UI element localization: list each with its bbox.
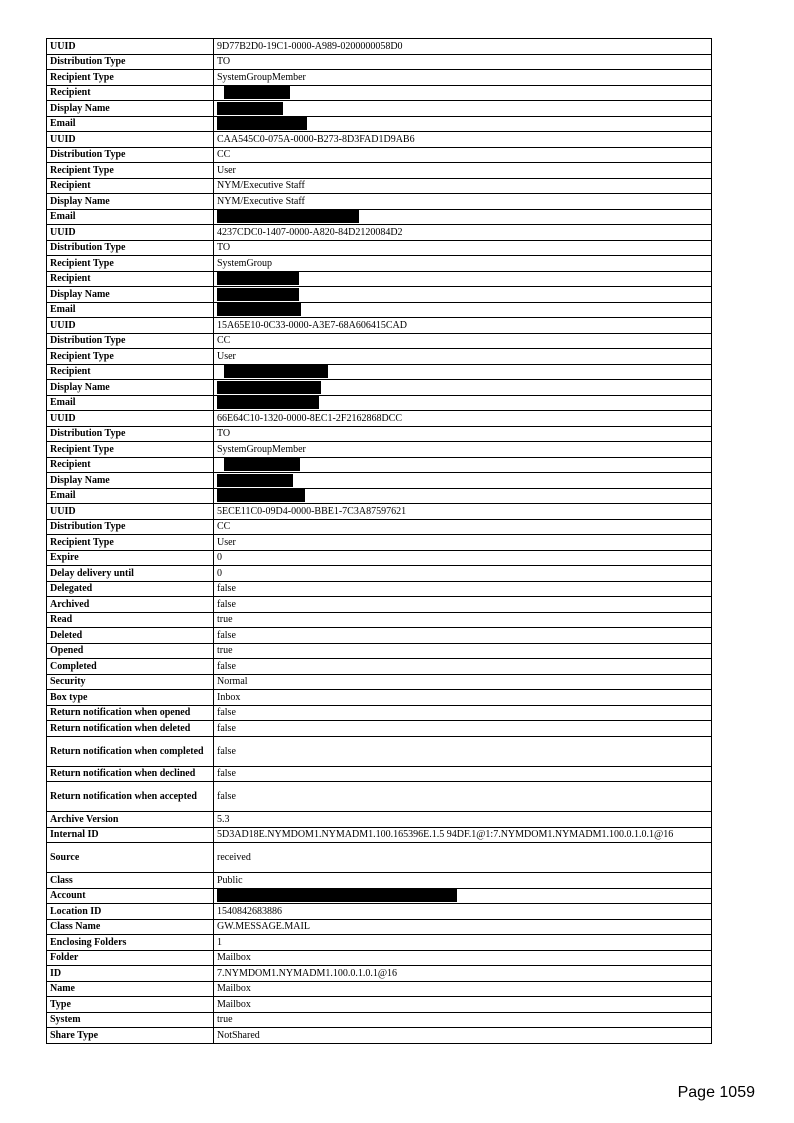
property-row	[47, 333, 712, 349]
property-row	[47, 782, 712, 812]
property-row	[47, 504, 712, 520]
property-row	[47, 873, 712, 889]
property-value	[214, 488, 712, 504]
property-value: false	[214, 581, 712, 597]
property-value: true	[214, 612, 712, 628]
property-row	[47, 194, 712, 210]
property-row	[47, 997, 712, 1013]
property-row	[47, 147, 712, 163]
property-value: Inbox	[214, 690, 712, 706]
property-value: 1540842683886	[214, 904, 712, 920]
property-value: 5D3AD18E.NYMDOM1.NYMADM1.100.165396E.1.5 94DF.1@1:7.NYMDOM1.NYMADM1.100.0.1.0.1@16	[214, 827, 712, 843]
property-value: User	[214, 163, 712, 179]
property-value: false	[214, 628, 712, 644]
property-row	[47, 225, 712, 241]
property-row	[47, 812, 712, 828]
property-value: SystemGroupMember	[214, 70, 712, 86]
property-label: Type	[47, 997, 214, 1013]
property-row	[47, 612, 712, 628]
property-row	[47, 209, 712, 225]
property-value	[214, 287, 712, 303]
property-label: Distribution Type	[47, 147, 214, 163]
property-label: Recipient Type	[47, 349, 214, 365]
property-value	[214, 888, 712, 904]
property-label: Recipient Type	[47, 256, 214, 272]
property-row	[47, 39, 712, 55]
property-value: 66E64C10-1320-0000-8EC1-2F2162868DCC	[214, 411, 712, 427]
property-label: Archive Version	[47, 812, 214, 828]
property-value: false	[214, 766, 712, 782]
redaction-bar	[217, 489, 305, 502]
property-row	[47, 101, 712, 117]
property-row	[47, 581, 712, 597]
property-value: Public	[214, 873, 712, 889]
property-row	[47, 178, 712, 194]
property-value	[214, 209, 712, 225]
property-value: 0	[214, 566, 712, 582]
property-row	[47, 1012, 712, 1028]
property-label: Enclosing Folders	[47, 935, 214, 951]
property-value: false	[214, 705, 712, 721]
property-label: Delay delivery until	[47, 566, 214, 582]
property-value	[214, 380, 712, 396]
property-value	[214, 395, 712, 411]
property-label: Distribution Type	[47, 519, 214, 535]
property-row	[47, 473, 712, 489]
property-value: 0	[214, 550, 712, 566]
property-label: Display Name	[47, 287, 214, 303]
property-label: Location ID	[47, 904, 214, 920]
property-row	[47, 981, 712, 997]
property-label: Recipient Type	[47, 163, 214, 179]
property-label: Email	[47, 116, 214, 132]
redaction-bar	[217, 381, 321, 394]
property-value	[214, 457, 712, 473]
property-row	[47, 380, 712, 396]
property-value	[214, 116, 712, 132]
property-label: Folder	[47, 950, 214, 966]
property-row	[47, 318, 712, 334]
property-value: false	[214, 736, 712, 766]
property-value: CC	[214, 147, 712, 163]
property-label: Display Name	[47, 194, 214, 210]
property-label: Opened	[47, 643, 214, 659]
property-row	[47, 705, 712, 721]
property-row	[47, 690, 712, 706]
property-label: Delegated	[47, 581, 214, 597]
property-label: Return notification when deleted	[47, 721, 214, 737]
property-label: UUID	[47, 225, 214, 241]
property-row	[47, 287, 712, 303]
property-value: 9D77B2D0-19C1-0000-A989-0200000058D0	[214, 39, 712, 55]
properties-rows	[47, 39, 712, 1044]
property-value: Mailbox	[214, 997, 712, 1013]
property-value: TO	[214, 426, 712, 442]
property-label: Distribution Type	[47, 426, 214, 442]
redaction-bar	[217, 474, 293, 487]
property-label: Email	[47, 395, 214, 411]
property-label: Return notification when completed	[47, 736, 214, 766]
property-row	[47, 519, 712, 535]
property-label: Display Name	[47, 380, 214, 396]
property-value: GW.MESSAGE.MAIL	[214, 919, 712, 935]
property-label: Display Name	[47, 473, 214, 489]
property-label: Box type	[47, 690, 214, 706]
property-row	[47, 240, 712, 256]
redaction-bar	[217, 889, 457, 902]
property-label: Completed	[47, 659, 214, 675]
property-row	[47, 966, 712, 982]
property-row	[47, 163, 712, 179]
redaction-bar	[217, 288, 299, 301]
property-label: Display Name	[47, 101, 214, 117]
property-value: TO	[214, 54, 712, 70]
redaction-bar	[224, 458, 300, 471]
property-row	[47, 628, 712, 644]
property-label: Recipient	[47, 271, 214, 287]
property-row	[47, 550, 712, 566]
property-row	[47, 766, 712, 782]
property-row	[47, 843, 712, 873]
property-value: 7.NYMDOM1.NYMADM1.100.0.1.0.1@16	[214, 966, 712, 982]
property-value: TO	[214, 240, 712, 256]
property-label: Archived	[47, 597, 214, 613]
property-label: Return notification when declined	[47, 766, 214, 782]
properties-table	[46, 38, 712, 1044]
property-value: User	[214, 535, 712, 551]
property-value	[214, 85, 712, 101]
property-row	[47, 736, 712, 766]
property-label: Recipient	[47, 85, 214, 101]
property-value: Mailbox	[214, 950, 712, 966]
property-row	[47, 888, 712, 904]
property-label: UUID	[47, 39, 214, 55]
property-value: CC	[214, 519, 712, 535]
property-row	[47, 442, 712, 458]
property-value	[214, 101, 712, 117]
property-row	[47, 85, 712, 101]
property-label: Recipient Type	[47, 535, 214, 551]
property-value: Mailbox	[214, 981, 712, 997]
property-row	[47, 597, 712, 613]
property-label: Distribution Type	[47, 54, 214, 70]
property-value: 4237CDC0-1407-0000-A820-84D2120084D2	[214, 225, 712, 241]
property-label: Deleted	[47, 628, 214, 644]
redaction-bar	[217, 396, 319, 409]
property-label: Email	[47, 209, 214, 225]
property-row	[47, 659, 712, 675]
property-row	[47, 935, 712, 951]
redaction-bar	[217, 303, 301, 316]
redaction-bar	[217, 102, 283, 115]
property-row	[47, 1028, 712, 1044]
redaction-bar	[217, 117, 307, 130]
property-label: UUID	[47, 132, 214, 148]
property-label: Return notification when accepted	[47, 782, 214, 812]
property-value: CAA545C0-075A-0000-B273-8D3FAD1D9AB6	[214, 132, 712, 148]
property-label: Security	[47, 674, 214, 690]
page-number: Page 1059	[677, 1084, 755, 1101]
property-row	[47, 271, 712, 287]
property-label: Internal ID	[47, 827, 214, 843]
property-row	[47, 256, 712, 272]
property-label: Email	[47, 488, 214, 504]
property-value: false	[214, 597, 712, 613]
property-value: true	[214, 643, 712, 659]
property-row	[47, 674, 712, 690]
property-label: Recipient	[47, 364, 214, 380]
property-row	[47, 919, 712, 935]
property-value: SystemGroupMember	[214, 442, 712, 458]
property-value: received	[214, 843, 712, 873]
property-value	[214, 271, 712, 287]
property-label: System	[47, 1012, 214, 1028]
property-label: UUID	[47, 504, 214, 520]
property-row	[47, 116, 712, 132]
property-value: SystemGroup	[214, 256, 712, 272]
property-row	[47, 827, 712, 843]
property-value: false	[214, 782, 712, 812]
property-row	[47, 70, 712, 86]
property-value: User	[214, 349, 712, 365]
property-label: Recipient Type	[47, 442, 214, 458]
property-row	[47, 535, 712, 551]
property-label: Recipient	[47, 457, 214, 473]
property-label: Recipient	[47, 178, 214, 194]
property-value: NotShared	[214, 1028, 712, 1044]
property-row	[47, 54, 712, 70]
property-label: Expire	[47, 550, 214, 566]
property-label: UUID	[47, 411, 214, 427]
property-row	[47, 721, 712, 737]
property-value: 5ECE11C0-09D4-0000-BBE1-7C3A87597621	[214, 504, 712, 520]
property-label: Name	[47, 981, 214, 997]
property-label: Class	[47, 873, 214, 889]
property-row	[47, 950, 712, 966]
property-label: Account	[47, 888, 214, 904]
property-row	[47, 566, 712, 582]
property-label: ID	[47, 966, 214, 982]
property-value: NYM/Executive Staff	[214, 194, 712, 210]
property-row	[47, 132, 712, 148]
redaction-bar	[224, 86, 290, 99]
property-label: Recipient Type	[47, 70, 214, 86]
property-value: Normal	[214, 674, 712, 690]
property-label: Distribution Type	[47, 240, 214, 256]
property-row	[47, 302, 712, 318]
property-label: Email	[47, 302, 214, 318]
property-label: Read	[47, 612, 214, 628]
property-value: true	[214, 1012, 712, 1028]
property-value: NYM/Executive Staff	[214, 178, 712, 194]
property-value: 1	[214, 935, 712, 951]
redaction-bar	[224, 365, 328, 378]
property-value: 5.3	[214, 812, 712, 828]
property-value: 15A65E10-0C33-0000-A3E7-68A606415CAD	[214, 318, 712, 334]
property-row	[47, 904, 712, 920]
redaction-bar	[217, 272, 299, 285]
property-row	[47, 457, 712, 473]
property-label: Distribution Type	[47, 333, 214, 349]
property-row	[47, 411, 712, 427]
property-row	[47, 426, 712, 442]
property-value: CC	[214, 333, 712, 349]
property-label: Class Name	[47, 919, 214, 935]
property-row	[47, 349, 712, 365]
property-value: false	[214, 659, 712, 675]
property-row	[47, 395, 712, 411]
property-label: Return notification when opened	[47, 705, 214, 721]
property-label: Source	[47, 843, 214, 873]
property-label: Share Type	[47, 1028, 214, 1044]
property-value	[214, 364, 712, 380]
redaction-bar	[217, 210, 359, 223]
property-row	[47, 364, 712, 380]
property-label: UUID	[47, 318, 214, 334]
property-row	[47, 488, 712, 504]
property-value	[214, 473, 712, 489]
property-value: false	[214, 721, 712, 737]
property-value	[214, 302, 712, 318]
property-row	[47, 643, 712, 659]
